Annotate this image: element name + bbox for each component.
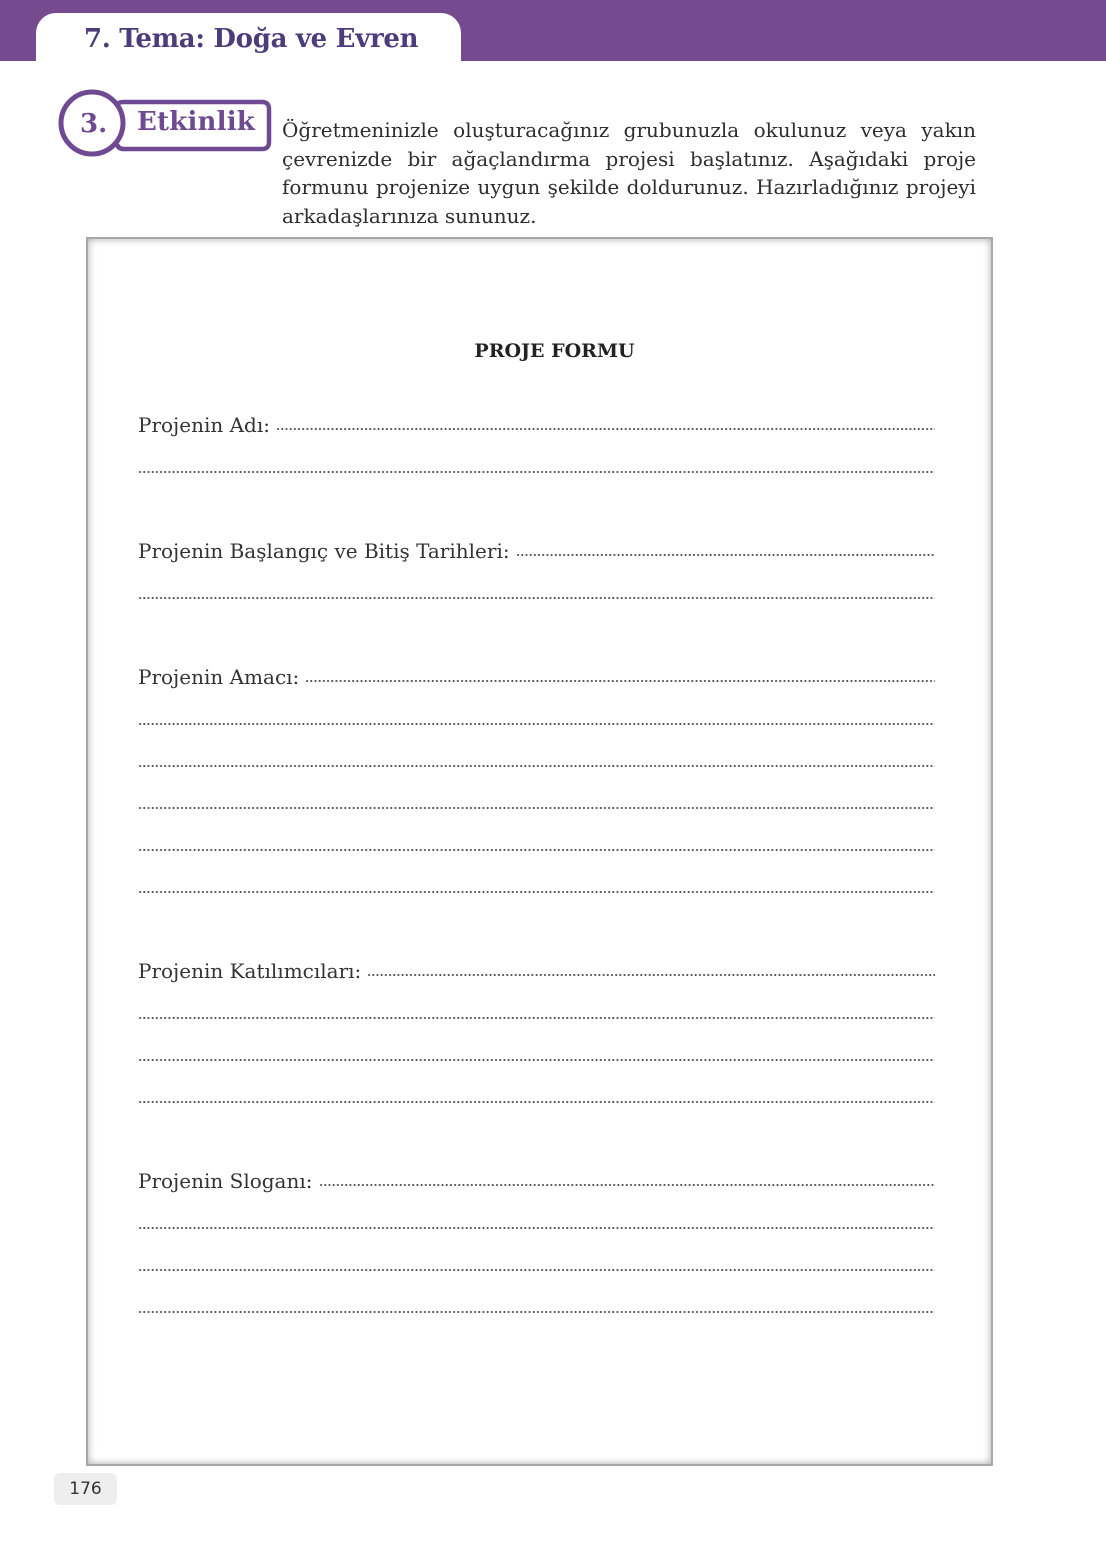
activity-label: Etkinlik xyxy=(137,107,255,137)
field-label: Projenin Katılımcıları: xyxy=(138,959,362,983)
dotted-line xyxy=(138,722,935,726)
dotted-line xyxy=(138,806,935,810)
field-project-slogan[interactable] xyxy=(138,1163,935,1193)
page-number: 176 xyxy=(54,1473,117,1505)
dotted-line xyxy=(138,1058,935,1062)
dotted-line xyxy=(138,1226,935,1230)
field-blank-line[interactable] xyxy=(138,870,935,900)
activity-number: 3. xyxy=(80,109,108,139)
dotted-line xyxy=(319,1183,936,1187)
field-blank-line[interactable] xyxy=(138,996,935,1026)
dotted-line xyxy=(138,764,935,768)
field-label: Projenin Adı: xyxy=(138,413,270,437)
field-blank-line[interactable] xyxy=(138,702,935,732)
field-blank-line[interactable] xyxy=(138,450,935,480)
field-blank-line[interactable] xyxy=(138,828,935,858)
dotted-line xyxy=(138,1310,935,1314)
field-blank-line[interactable] xyxy=(138,1080,935,1110)
dotted-line xyxy=(138,890,935,894)
field-blank-line[interactable] xyxy=(138,1290,935,1320)
theme-title: 7. Tema: Doğa ve Evren xyxy=(84,24,419,54)
activity-instruction: Öğretmeninizle oluşturacağınız grubunuzla okulunuz veya yakın çevrenizde bir ağaçlandırma projesi başlatınız. Aşağıdaki proje formunu projenize uygun şekilde doldurunuz. Hazırladığınız projeyi arkadaşlarınıza sununuz. xyxy=(282,118,976,228)
field-blank-line[interactable] xyxy=(138,744,935,774)
dotted-line xyxy=(138,596,935,600)
dotted-line xyxy=(138,1016,935,1020)
field-blank-line[interactable] xyxy=(138,1248,935,1278)
dotted-line xyxy=(138,470,935,474)
field-label: Projenin Sloganı: xyxy=(138,1169,313,1193)
field-label: Projenin Amacı: xyxy=(138,665,300,689)
dotted-line xyxy=(516,553,935,557)
dotted-line xyxy=(276,427,935,431)
dotted-line xyxy=(367,973,935,977)
field-blank-line[interactable] xyxy=(138,1038,935,1068)
field-project-purpose[interactable] xyxy=(138,659,935,689)
field-blank-line[interactable] xyxy=(138,576,935,606)
dotted-line xyxy=(305,679,935,683)
field-project-participants[interactable] xyxy=(138,953,935,983)
dotted-line xyxy=(138,1268,935,1272)
field-blank-line[interactable] xyxy=(138,786,935,816)
field-blank-line[interactable] xyxy=(138,1206,935,1236)
field-project-dates[interactable] xyxy=(138,533,935,563)
field-label: Projenin Başlangıç ve Bitiş Tarihleri: xyxy=(138,539,510,563)
dotted-line xyxy=(138,1100,935,1104)
form-title: PROJE FORMU xyxy=(474,340,635,362)
field-project-name[interactable] xyxy=(138,407,935,437)
dotted-line xyxy=(138,848,935,852)
